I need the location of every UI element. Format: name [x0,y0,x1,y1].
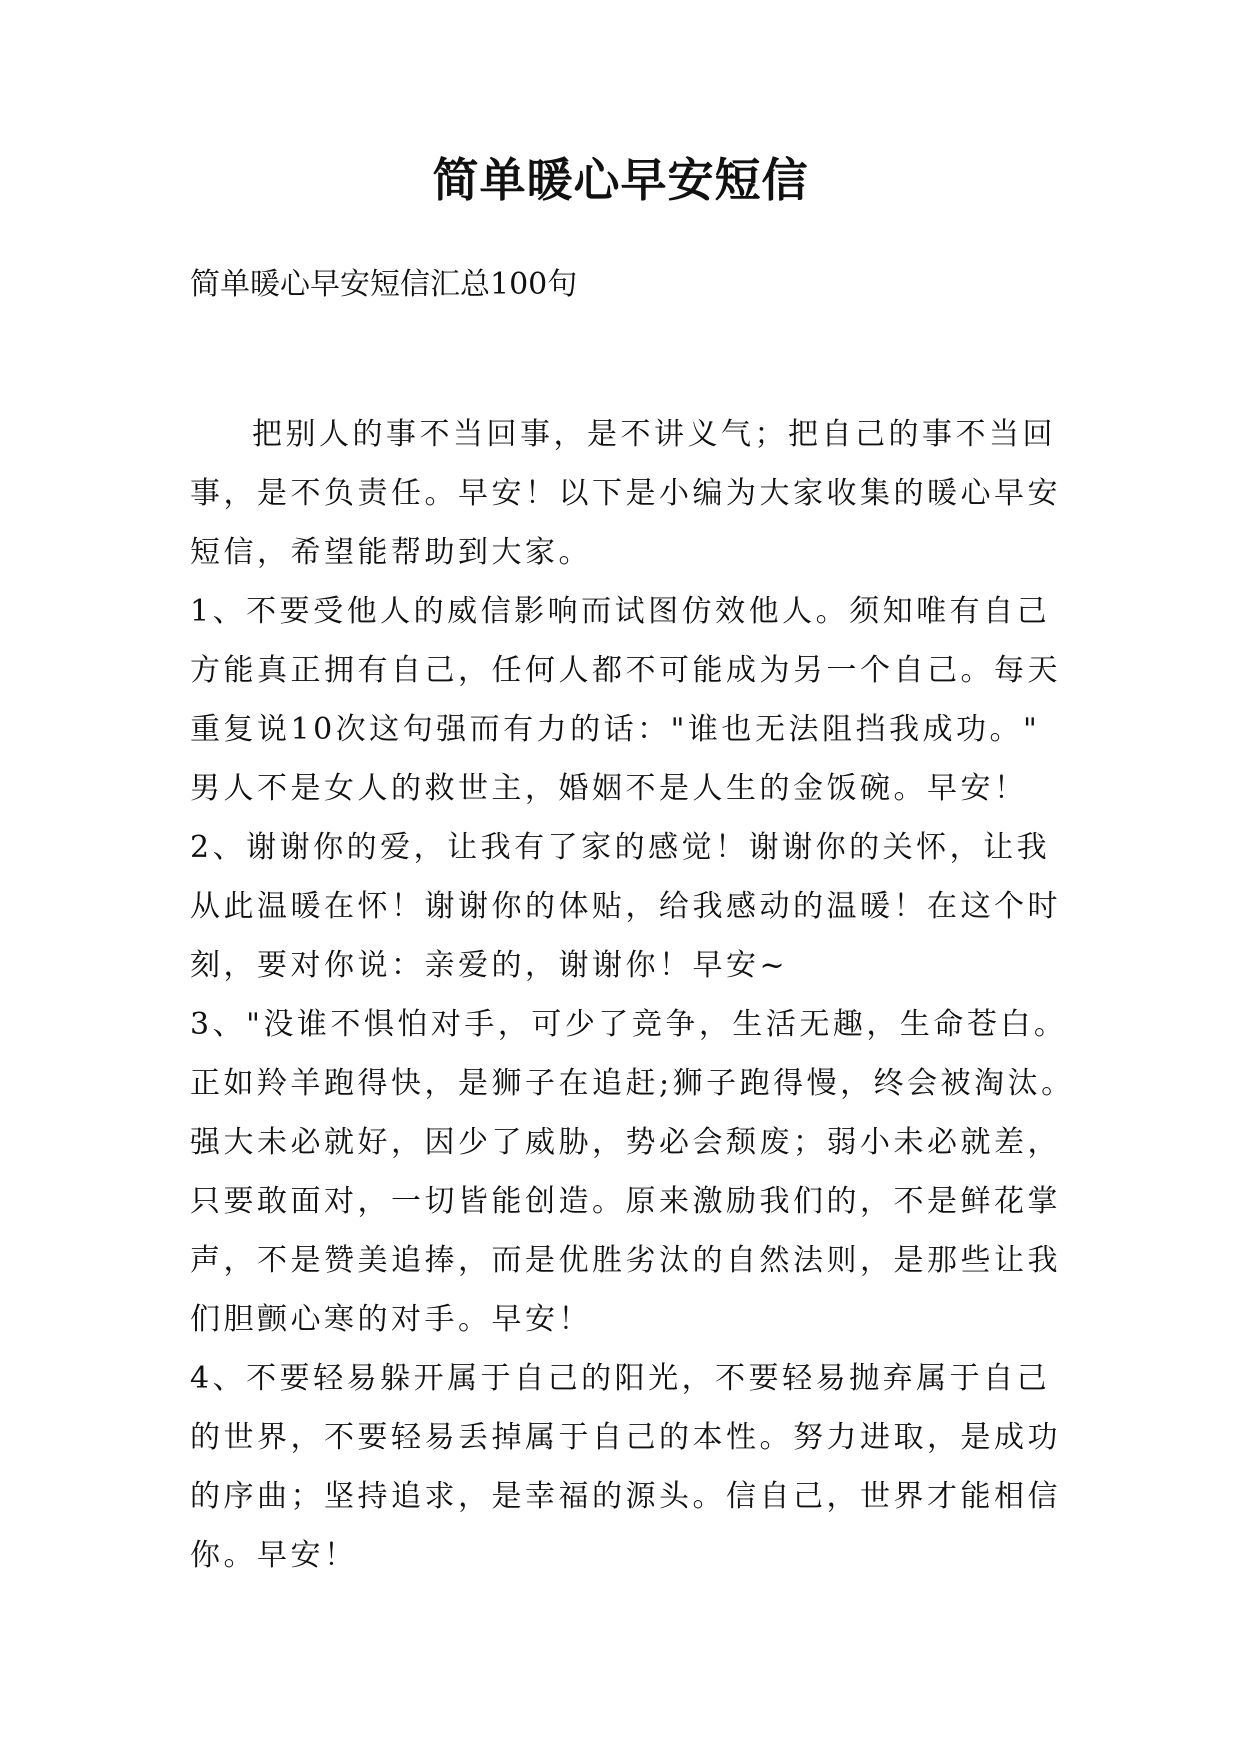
body-line: 2、谢谢你的爱，让我有了家的感觉！谢谢你的关怀，让我 [190,830,1051,865]
body-line: 刻，要对你说：亲爱的，谢谢你！早安~ [190,948,789,983]
body-line: 从此温暖在怀！谢谢你的体贴，给我感动的温暖！在这个时 [190,889,1061,924]
document-body [190,405,1075,1585]
document-title: 简单暖心早安短信 [432,153,809,207]
body-line: 你。早安！ [190,1538,358,1573]
body-line: 们胆颤心寒的对手。早安！ [190,1302,592,1337]
body-line: 把别人的事不当回事，是不讲义气；把自己的事不当回 [252,417,1056,452]
body-line: 4、不要轻易躲开属于自己的阳光，不要轻易抛弃属于自己 [190,1361,1051,1396]
body-line: 男人不是女人的救世主，婚姻不是人生的金饭碗。早安！ [190,771,1028,806]
body-line: 短信，希望能帮助到大家。 [190,535,592,570]
body-line: 方能真正拥有自己，任何人都不可能成为另一个自己。每天 [190,653,1061,688]
body-line: 1、不要受他人的威信影响而试图仿效他人。须知唯有自己 [190,594,1051,629]
body-line: 的世界，不要轻易丢掉属于自己的本性。努力进取，是成功 [190,1420,1061,1455]
body-line: 的序曲；坚持追求，是幸福的源头。信自己，世界才能相信 [190,1479,1061,1514]
body-line: 事，是不负责任。早安！以下是小编为大家收集的暖心早安 [190,476,1061,511]
body-line: 只要敢面对，一切皆能创造。原来激励我们的，不是鲜花掌 [190,1184,1061,1219]
body-line: 声，不是赞美追捧，而是优胜劣汰的自然法则，是那些让我 [190,1243,1061,1278]
document-subtitle: 简单暖心早安短信汇总100句 [190,267,578,302]
body-line: 强大未必就好，因少了威胁，势必会颓废；弱小未必就差， [190,1125,1061,1160]
body-line: 3、"没谁不惧怕对手，可少了竞争，生活无趣，生命苍白。 [190,1007,1068,1042]
body-line: 重复说10次这句强而有力的话："谁也无法阻挡我成功。" [190,712,1041,747]
body-line: 正如羚羊跑得快，是狮子在追赶;狮子跑得慢，终会被淘汰。 [190,1066,1075,1101]
